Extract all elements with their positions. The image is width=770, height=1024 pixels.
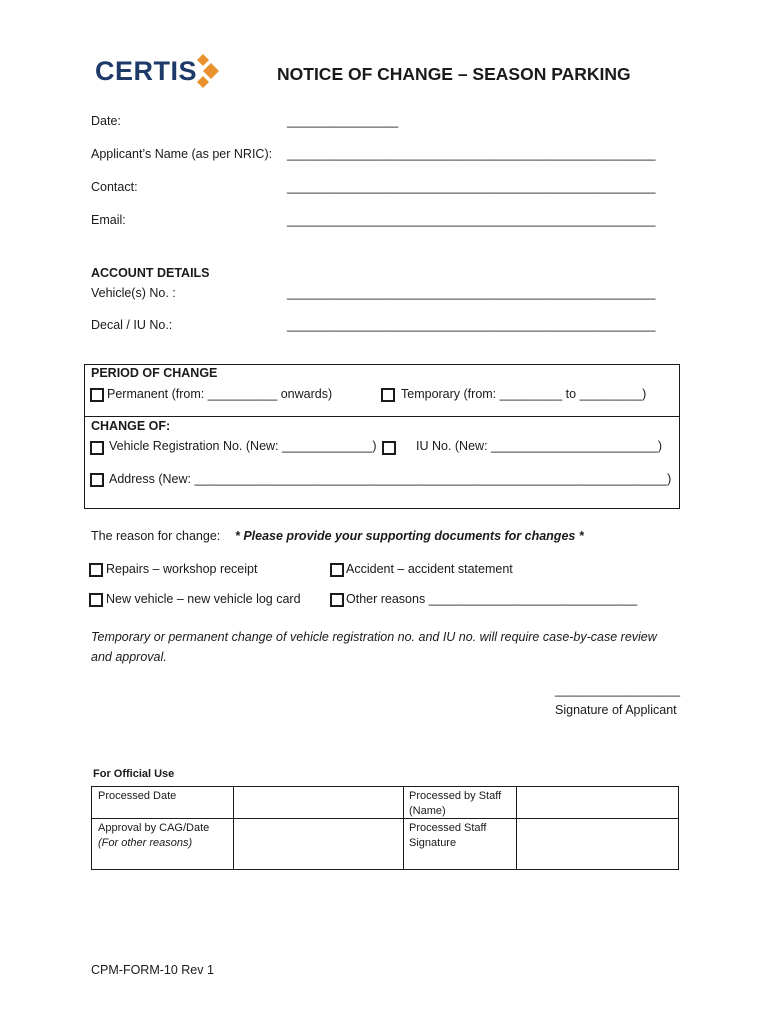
decal-label: Decal / IU No.:	[91, 318, 173, 332]
table-row-divider	[91, 818, 679, 819]
box-divider	[84, 416, 680, 417]
review-notice-line1: Temporary or permanent change of vehicle registration no. and IU no. will require case-by-case review	[91, 630, 657, 644]
approval-note: (For other reasons)	[98, 837, 193, 849]
logo-text: CERTIS	[95, 56, 198, 86]
date-label: Date:	[91, 114, 121, 128]
processed-date-cell[interactable]	[236, 789, 401, 817]
processed-by-staff-label: Processed by Staff	[409, 790, 502, 802]
temporary-label: Temporary (from: _________ to _________)	[401, 387, 647, 401]
processed-by-staff-cell[interactable]	[519, 789, 677, 817]
other-reasons-label: Other reasons ______________________________	[346, 592, 638, 606]
name-label: Applicant’s Name (as per NRIC):	[91, 147, 273, 161]
vehicle-no-label: Vehicle(s) No. :	[91, 286, 176, 300]
new-vehicle-checkbox[interactable]	[89, 593, 103, 607]
form-title: NOTICE OF CHANGE – SEASON PARKING	[277, 64, 631, 84]
approval-by-label: Approval by CAG/Date	[98, 822, 210, 834]
approval-cell[interactable]	[236, 821, 401, 868]
staff-signature-cell[interactable]	[519, 821, 677, 868]
permanent-checkbox[interactable]	[90, 388, 104, 402]
date-field[interactable]: ________________	[287, 114, 399, 128]
address-label: Address (New: ____________________________________________________________________)	[109, 472, 672, 486]
signature-line[interactable]: __________________	[555, 683, 681, 697]
processed-by-staff-name-label: (Name)	[409, 805, 446, 817]
iu-no-label: IU No. (New: ________________________)	[416, 439, 663, 453]
official-use-heading: For Official Use	[93, 768, 175, 780]
period-heading: PERIOD OF CHANGE	[91, 366, 218, 380]
processed-date-label: Processed Date	[98, 790, 177, 802]
name-field[interactable]: _____________________________________________________	[287, 147, 656, 161]
table-col-divider-2	[403, 786, 404, 870]
decal-field[interactable]: _____________________________________________________	[287, 318, 656, 332]
contact-label: Contact:	[91, 180, 138, 194]
change-of-heading: CHANGE OF:	[91, 419, 171, 433]
vehicle-registration-label: Vehicle Registration No. (New: _____________)	[109, 439, 377, 453]
contact-field[interactable]: _____________________________________________________	[287, 180, 656, 194]
email-field[interactable]: _____________________________________________________	[287, 213, 656, 227]
email-label: Email:	[91, 213, 126, 227]
new-vehicle-label: New vehicle – new vehicle log card	[106, 592, 301, 606]
supporting-docs-note: * Please provide your supporting documents for changes *	[235, 529, 584, 543]
repairs-label: Repairs – workshop receipt	[106, 562, 258, 576]
accident-label: Accident – accident statement	[346, 562, 513, 576]
iu-no-checkbox[interactable]	[382, 441, 396, 455]
temporary-checkbox[interactable]	[381, 388, 395, 402]
table-col-divider-3	[516, 786, 517, 870]
address-checkbox[interactable]	[90, 473, 104, 487]
change-details-box	[84, 364, 680, 509]
review-notice-line2: and approval.	[91, 650, 167, 664]
reason-label: The reason for change:	[91, 529, 221, 543]
other-reasons-checkbox[interactable]	[330, 593, 344, 607]
staff-signature-label-2: Signature	[409, 837, 457, 849]
certis-logo	[83, 48, 233, 94]
accident-checkbox[interactable]	[330, 563, 344, 577]
vehicle-registration-checkbox[interactable]	[90, 441, 104, 455]
staff-signature-label: Processed Staff	[409, 822, 487, 834]
signature-label: Signature of Applicant	[555, 703, 677, 717]
vehicle-no-field[interactable]: _____________________________________________________	[287, 286, 656, 300]
logo-diamond-icon	[197, 54, 221, 88]
account-details-heading: ACCOUNT DETAILS	[91, 266, 210, 280]
form-code: CPM-FORM-10 Rev 1	[91, 963, 214, 977]
table-col-divider-1	[233, 786, 234, 870]
permanent-label: Permanent (from: __________ onwards)	[107, 387, 333, 401]
repairs-checkbox[interactable]	[89, 563, 103, 577]
